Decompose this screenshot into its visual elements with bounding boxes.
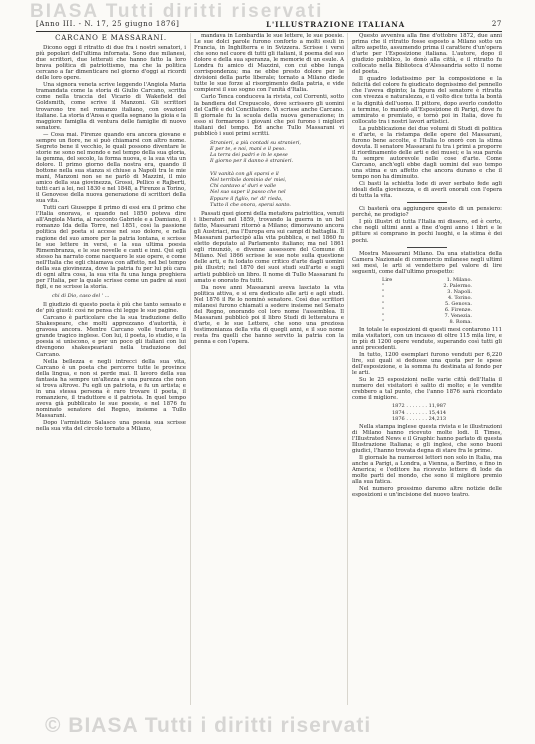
paragraph: Ci basti la schietta lode di aver serbato fede agli ideali della giovinezza, e di averli onorati con l'opera di tutta la vita. xyxy=(352,181,502,200)
price-unit: " xyxy=(382,312,385,319)
watermark-top: BIASA Tutti diritti riservati xyxy=(30,1,324,22)
price-city: 3. Napoli. xyxy=(447,288,472,295)
column-2 xyxy=(194,33,344,705)
price-unit: " xyxy=(382,318,385,325)
totals-row: 1876 . . . . . . . 24,213 xyxy=(392,415,447,422)
totals-list xyxy=(392,403,502,422)
paragraph: Questo avveniva alla fine d'ottobre 1872, due anni prima che il ritratto fosse esposto a Milano sotto un altro aspetto, assumendo prima il carattere d'un'opera d'arte per l'Esposizione italiana. L'autore, dopo il giudizio pubblico, lo donò alla città, e il ritratto fu collocato nella Biblioteca d'Alessandria sotto il nome del poeta. xyxy=(352,33,502,76)
verse-line: Eppure il figlio, ne' di' rieda, xyxy=(210,195,283,202)
column-1 xyxy=(36,33,186,705)
paragraph: In tutto, 1200 esemplari furono venduti per 6,220 lire, sui quali si dedusse una quota per le spese dell'esposizione, e la somma fu destinata al fondo per le arti. xyxy=(352,351,502,377)
paragraph: — Cosa mai. Firenze quando era ancora giovane e sempre un fiore, ne si può chiamarsi con altro nome. Segreto bene il vecchio, le quali possono diventare le storie ne sono nel mondo e nel tempo della sua gloria, la gemma, del secolo, la forma nuova, e la sua vita un dolore. Il primo giorno della nostra era, quando il bottone nella sua stanza si chiuse a Napoli tra le mie mani, Manzoni non se ne parlò di Mazzini, il mio amico della sua giovinezza, Grossi, Pellico e Rajberti, tutti cari a lei, nel 1830 e nel 1848, a Firenze a Torino, il Genovese della nuova generazione di scrittori della sua vita. xyxy=(36,131,186,205)
paragraph: Tutti cari Giuseppe il primo di essi era il primo che l'Italia onorava, e quando nel 1850 poteva dire all'Angiola Maria, al racconto Gabriele e a Damiano, il romanzo Ida della Torre, nel 1851, così la passione politica del poeta si accese nel suo dolore, e nella ragione del suo amore per la patria lontana, e scrisse le sue lettere in versi, e la sua ultima poesia Rimembranza, e le sue novelle e canti e inni. Qui egli stesso ha narrato come nacquero le sue opere, e come nell'Italia che egli chiamava con affetto, nel bel tempo della sua giovinezza, dove la patria fu per lui più cara di ogni altra cosa, la sua vita fu una lunga preghiera per l'Italia, per la quale scrisse come un padre ai suoi figli, e ne scrisse la storia. xyxy=(36,205,186,290)
price-city: 2. Palermo. xyxy=(443,282,472,289)
price-unit: Lire xyxy=(382,276,393,283)
price-unit: " xyxy=(382,306,385,313)
verse-line: La terra dei padri e in le spese xyxy=(210,152,288,159)
paragraph: In totale le esposizioni di questi mesi contarono 111 mila visitatori, con un incasso di oltre 115 mila lire, e in più di 1200 opere vendute, superando così tutti gli anni precedenti. xyxy=(352,326,502,351)
paragraph: Carcano è particolare che la sua traduzione dello Shakespeare, che molti apprezzano d'autorità, è gravosa ancora. Mentre Carcano volle tradurre il grande tragico inglese. Con lui, il poeta, lo studio, e la poesia si uniscono, e per un poco gli italiani con lui divengono shakespeariani nella traduzione del Carcano. xyxy=(36,315,186,358)
paragraph: Dicono oggi il ritratto di due fra i nostri senatori, i più popolari dell'ultima infornata. Sono due milanesi, due scrittori, due letterati che hanno fatto la loro brava politica di patriottismo, ma che la politica cercano a far dimenticare nel giorno d'oggi ai ricordi delle loro opere. xyxy=(36,45,186,82)
paragraph: Il giudizio di questo poeta è più che tanto sensato e de' più giusti: così ne pensa chi legge le sue pagine. xyxy=(36,302,186,315)
paragraph: Mostra Massarani Milano. Da una statistica della Camera Nazionale di commercio milanese negli ultimi sei mesi, le arti si vendettero pel valore di lire seguenti, come dall'ultimo prospetto: xyxy=(352,250,502,275)
paragraph: Il quadro lodatissimo per la composizione e la felicità del colore fu giudicato degnissimo del pennello che l'aveva dipinto; la figura del senatore è ritratta con vivezza e naturalezza, e il volto dice tutta la bontà e la dignità dell'uomo. Il pittore, dopo averlo condotto a termine, lo mandò all'Esposizione di Parigi, dove fu ammirato e premiato, e tornò poi in Italia, dove fu collocato tra i nostri lavori artistici. xyxy=(352,76,502,125)
issue-info: [Anno III. - N. 17, 25 giugno 1876] xyxy=(36,20,180,28)
price-city: 4. Torino. xyxy=(447,294,472,301)
totals-row: 1874 . . . . . . . 15,414 xyxy=(392,409,447,416)
paragraph: Carlo Tenca conduceva la rivista, col Correnti, sotto la bandiera del Crepuscolo, dove scrissero gli uomini del Caffè e del Conciliatore. Vi scrisse anche Carcano. Il giornale fu la scuola della nuova generazione; in esso si formarono i giovani che poi furono i migliori italiani del tempo. Ed anche Tullo Massarani vi pubblicò i suoi primi scritti. xyxy=(194,94,344,137)
verse-line: chi di Dio, caso del ' ... xyxy=(52,292,110,299)
paragraph: mandava in Lombardia le sue lettere, le sue poesie. Le sue dolci parole furono conforto a molti esuli in Francia, in Inghilterra e in Svizzera. Scrisse i versi che sono nel cuore di tutti gli italiani, il poema del suo dolore e della sua speranza, le memorie di un esule. A Londra fu amico di Mazzini, con cui ebbe lunga corrispondenza; ma ne ebbe presto dolore per le divisioni della parte liberale; tornato a Milano diede tutte le sue forze al risorgimento della patria, e vide compiersi il suo sogno con l'unità d'Italia. xyxy=(194,33,344,94)
paragraph: Nella stampa inglese questa rivista e le illustrazioni di Milano hanno ricevuto molte lodi. Il Times, l'Illustrated News e il Graphic hanno parlato di questa Illustrazione Italiana; e gli inglesi, che sono buoni giudici, l'hanno trovata degna di stare fra le prime. xyxy=(352,423,502,455)
verse-line: Nel suo saper il passo che nel xyxy=(210,189,286,196)
paragraph: Il giornale ha numerosi lettori non solo in Italia, ma anche a Parigi, a Londra, a Vienna, a Berlino, e fino in America; e l'editore ha ricevuto lettere di lode da molte parti del mondo, che sono il migliore premio alla sua fatica. xyxy=(352,455,502,486)
paragraph: Nel numero prossimo daremo altre notizie delle esposizioni e un'incisione del nuovo teatro. xyxy=(352,486,502,499)
article-heading: CARCANO E MASSARANI. xyxy=(55,34,167,42)
price-unit: " xyxy=(382,288,385,295)
verse-line: Nel terribile dominio de' miei, xyxy=(210,177,287,184)
verse-line: Vil vanità con gli sparsi e il xyxy=(210,170,279,177)
column-3 xyxy=(352,33,502,705)
paragraph: Da nove anni Massarani aveva lasciato la vita politica attiva, e si era dedicato alle arti e agli studi. Nel 1876 il Re lo nominò senatore. Così due scrittori milanesi furono chiamati a sedere insieme nel Senato del Regno, onorando col loro nome l'assemblea. Il Massarani pubblicò poi il libro Studi di letteratura e d'arte, e le sue Lettere, che sono una preziosa testimonianza della vita di quegli anni, e il suo nome resta fra quelli che hanno servito la patria con la penna e con l'opera. xyxy=(194,284,344,346)
paragraph: Passati quei giorni della metafora patriottica, venuti i liberatori nel 1859, trovando la guerra in un bel fatto, Massarani ritornò a Milano; dimoravano ancora gli Austriaci, ma l'Europa era sui campi di battaglia. Il Massarani partecipò alla vita pubblica, e nel 1860 fu eletto deputato al Parlamento italiano; ma nel 1861 egli rinunziò, e divenne assessore del Comune di Milano. Nel 1866 scrisse le sue note sulla questione delle arti, e fu lodato come critico d'arte dagli uomini più illustri; nel 1870 dei suoi studi sull'arte e sugli artisti pubblicò un libro. Il nome di Tullo Massarani fu amato e onorato fra tutti. xyxy=(194,211,344,284)
paragraph: La pubblicazione dei due volumi di Studi di politica e d'arte, e la ristampa delle opere del Massarani, furono bene accolte, e l'Italia lo onorò con la stima dovuta. Il senatore Massarani fu tra i primi a proporre il riordinamento delle arti e dei musei; e la sua parola fu sempre autorevole nelle cose d'arte. Come Carcano, anch'egli ebbe dagli uomini del suo tempo una stima e un affetto che ancora durano e che il tempo non ha diminuito. xyxy=(352,125,502,181)
price-city: 1. Milano. xyxy=(446,276,472,283)
price-list xyxy=(382,277,502,325)
verse-line: Chi cantavo a' duri e valle xyxy=(210,183,277,190)
price-unit: " xyxy=(382,300,385,307)
verse-line: E per te, e noi, mani e il peso. xyxy=(210,146,286,152)
verse-block xyxy=(52,293,186,299)
price-city: 6. Firenze. xyxy=(444,306,472,313)
price-unit: " xyxy=(382,282,385,289)
totals-row: 1872 . . . . . . . 11,987 xyxy=(392,403,447,410)
paragraph: Una signora veneta scrive leggendo l'Angiola Maria tramandata come la storia di Giulio Carcano, scritta come nella traccia del Vicario di Wakefield del Goldsmith, come scrive il Manzoni. Gli scrittori trovarono tre nel romanzo italiano, con ovazioni italiane. La storia d'Ansa e quella segnano la gioia e la maggiore famiglia di ventura delle famiglie di nuovo senatore. xyxy=(36,82,186,131)
section-rule xyxy=(407,202,447,203)
price-unit: " xyxy=(382,294,385,301)
paragraph: Dopo l'armistizio Salasco una poesia sua scrisse nella sua vita del circolo tornato a Milano, xyxy=(36,420,186,433)
watermark-bottom: © BIASA Tutti i diritti riservati xyxy=(45,714,372,737)
paragraph: Ci basterà ora aggiungere questo di un pensiero: perché, ne prodigio? xyxy=(352,206,502,219)
section-rule xyxy=(407,247,447,248)
paragraph: Su le 25 esposizioni nelle varie città dell'Italia il numero dei visitatori è salito di molto; e le vendite crebbero a tal punto, che l'anno 1876 sarà ricordato come il migliore. xyxy=(352,377,502,402)
verse-block xyxy=(210,140,344,208)
price-city: 8. Roma. xyxy=(449,318,472,325)
price-row xyxy=(382,319,472,325)
article-columns xyxy=(36,33,502,705)
paragraph: Nella bellezza e negli intrecci della sua vita, Carcano è un poeta che percorre tutte le province della lingua, e non si perde mai. Il lavoro della sua fantasia ha sempre un'altezza e una purezza che non si trova altrove. Fu egli un patriota, e fu un artista; e in una stessa persona è raro trovare il poeta, il romanziere, il traduttore e il patriota. In quel tempo aveva già pubblicato le sue poesie, e nel 1876 fu nominato senatore del Regno, insieme a Tullo Massarani. xyxy=(36,358,186,419)
price-city: 7. Venezia. xyxy=(444,312,472,319)
price-city: 5. Genova. xyxy=(445,300,472,307)
verse-line: Stranieri, a più contadi su stranieri, xyxy=(210,139,302,146)
publication-title: L'ILLUSTRAZIONE ITALIANA xyxy=(266,20,406,29)
verse-line: Tutto il che onora, sperai santo. xyxy=(210,201,291,208)
page-header xyxy=(36,20,502,32)
page-number: 27 xyxy=(491,20,502,28)
paragraph: I più illustri di tutta l'Italia mi dissero, ed è certo, che negli ultimi anni a fine d'ogni anno i libri e le pitture si comprano in pochi luoghi, e la stima è dei pochi. xyxy=(352,219,502,244)
verse-line: Il giorno per il danno è stranieri. xyxy=(210,158,294,165)
